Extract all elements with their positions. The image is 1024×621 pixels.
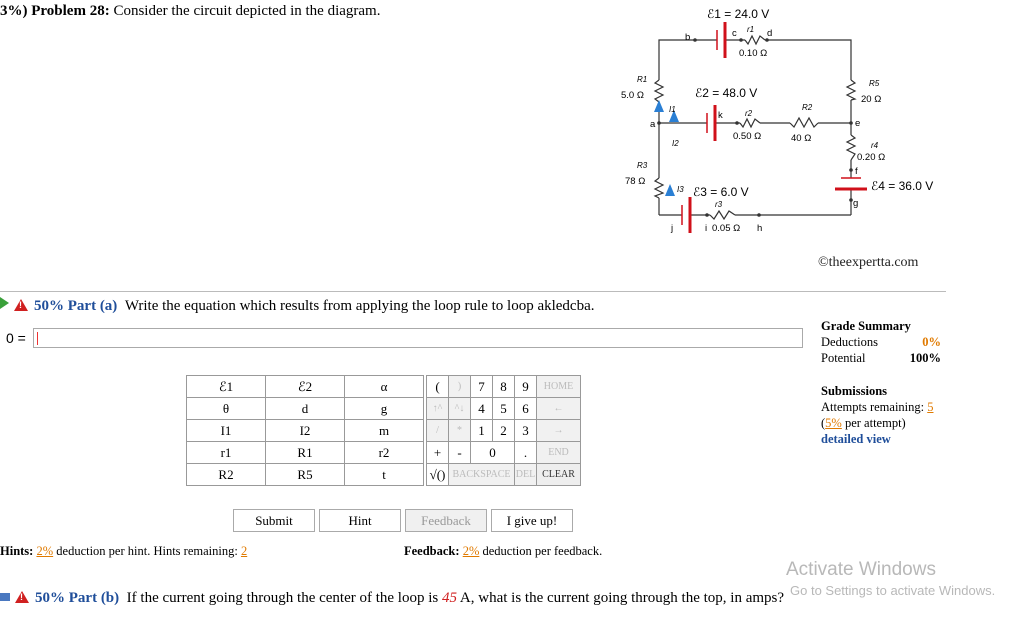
key-sqrt[interactable]: √()	[427, 464, 449, 486]
key-4[interactable]: 4	[471, 398, 493, 420]
label-r4-symbol: r4	[871, 141, 879, 150]
key-backspace[interactable]: BACKSPACE	[449, 464, 515, 486]
play-icon[interactable]	[0, 297, 9, 309]
potential-value: 100%	[909, 351, 941, 365]
part-a-text: Write the equation which results from applying the loop rule to loop akledcba.	[124, 298, 595, 314]
key-1[interactable]: 1	[471, 420, 493, 442]
label-I1: I1	[669, 105, 676, 114]
label-g: g	[853, 198, 859, 209]
problem-title	[0, 3, 380, 20]
label-emf3: ℰ3 = 6.0 V	[693, 185, 749, 199]
hints-text: deduction per hint. Hints remaining:	[56, 544, 238, 558]
key-subscript[interactable]: ^↓	[449, 398, 471, 420]
key-9[interactable]: 9	[515, 376, 537, 398]
key-end[interactable]: END	[537, 442, 581, 464]
key-home[interactable]: HOME	[537, 376, 581, 398]
label-R5-value: 20 Ω	[861, 94, 882, 105]
submit-button[interactable]: Submit	[233, 509, 315, 532]
label-R2-symbol: R2	[802, 103, 813, 112]
problem-weight: 3%)	[0, 3, 32, 19]
key-del[interactable]: DEL	[515, 464, 537, 486]
label-i: i	[705, 223, 708, 234]
key-m[interactable]: m	[345, 420, 424, 442]
hints-remaining: 2	[240, 544, 248, 558]
key-3[interactable]: 3	[515, 420, 537, 442]
per-attempt-pct: 5%	[825, 416, 842, 430]
label-emf2: ℰ2 = 48.0 V	[695, 86, 758, 100]
part-b-text-before: If the current going through the center of the loop is	[126, 590, 439, 606]
label-R3-value: 78 Ω	[625, 176, 646, 187]
key-clear[interactable]: CLEAR	[537, 464, 581, 486]
label-r1-value: 0.10 Ω	[739, 48, 768, 59]
warning-icon	[14, 299, 28, 311]
hints-info	[0, 544, 247, 559]
label-R1-symbol: R1	[637, 75, 648, 84]
attempts-value: 5	[927, 400, 934, 414]
label-r3-symbol: r3	[715, 200, 723, 209]
warning-icon-b	[15, 591, 29, 603]
answer-label: 0 =	[6, 330, 26, 346]
key-plus[interactable]: +	[427, 442, 449, 464]
label-j: j	[671, 223, 674, 234]
key-open-paren[interactable]: (	[427, 376, 449, 398]
key-minus[interactable]: -	[449, 442, 471, 464]
submissions-panel: Submissions Attempts remaining: 5 (5% per attempt) detailed view	[821, 383, 946, 447]
label-emf1: ℰ1 = 24.0 V	[707, 7, 770, 21]
key-close-paren[interactable]: )	[449, 376, 471, 398]
activate-windows-subtext: Go to Settings to activate Windows.	[790, 583, 996, 598]
key-r1[interactable]: r1	[187, 442, 266, 464]
key-R1[interactable]: R1	[266, 442, 345, 464]
problem-label: Problem 28:	[31, 3, 110, 19]
key-0[interactable]: 0	[471, 442, 515, 464]
per-attempt-text: per attempt)	[841, 416, 906, 430]
part-a-header	[0, 297, 595, 315]
key-multiply[interactable]: *	[449, 420, 471, 442]
key-divide[interactable]: /	[427, 420, 449, 442]
potential-label: Potential	[821, 351, 866, 365]
label-R2-value: 40 Ω	[791, 133, 812, 144]
key-t[interactable]: t	[345, 464, 424, 486]
key-g[interactable]: g	[345, 398, 424, 420]
submissions-title: Submissions	[821, 384, 888, 398]
copyright: ©theexpertta.com	[818, 255, 919, 270]
key-5[interactable]: 5	[493, 398, 515, 420]
key-I2[interactable]: I2	[266, 420, 345, 442]
label-d: d	[767, 28, 773, 39]
label-r4-value: 0.20 Ω	[857, 152, 886, 163]
key-d[interactable]: d	[266, 398, 345, 420]
key-emf2[interactable]: ℰ2	[266, 376, 345, 398]
key-left-arrow[interactable]: ←	[537, 398, 581, 420]
label-r3-value: 0.05 Ω	[712, 223, 741, 234]
key-6[interactable]: 6	[515, 398, 537, 420]
label-I2: I2	[672, 139, 679, 148]
key-right-arrow[interactable]: →	[537, 420, 581, 442]
key-emf1[interactable]: ℰ1	[187, 376, 266, 398]
label-I3: I3	[677, 185, 684, 194]
feedback-button[interactable]: Feedback	[405, 509, 487, 532]
variable-keypad	[186, 375, 424, 486]
label-k: k	[718, 110, 723, 121]
label-emf4: ℰ4 = 36.0 V	[871, 179, 934, 193]
hints-label: Hints:	[0, 544, 34, 558]
feedback-text: deduction per feedback.	[482, 544, 603, 558]
key-superscript[interactable]: ↑^	[427, 398, 449, 420]
attempts-label: Attempts remaining:	[821, 400, 925, 414]
circuit-diagram	[615, 0, 945, 245]
feedback-pct: 2%	[462, 544, 480, 558]
hints-pct: 2%	[36, 544, 54, 558]
part-b-text-after: A, what is the current going through the top, in amps?	[459, 590, 785, 606]
numeric-keypad	[426, 375, 581, 486]
key-8[interactable]: 8	[493, 376, 515, 398]
answer-input[interactable]	[33, 328, 803, 348]
grade-summary-title: Grade Summary	[821, 319, 911, 333]
hint-button[interactable]: Hint	[319, 509, 401, 532]
part-b-value: 45	[441, 590, 457, 606]
deductions-value: 0%	[922, 335, 941, 349]
grade-summary	[821, 318, 941, 366]
feedback-info	[404, 544, 602, 559]
give-up-button[interactable]: I give up!	[491, 509, 573, 532]
text-caret	[37, 332, 38, 345]
label-c: c	[732, 28, 737, 39]
key-7[interactable]: 7	[471, 376, 493, 398]
feedback-label: Feedback:	[404, 544, 460, 558]
key-R5[interactable]: R5	[266, 464, 345, 486]
key-R2[interactable]: R2	[187, 464, 266, 486]
label-e: e	[855, 118, 861, 129]
key-r2[interactable]: r2	[345, 442, 424, 464]
activate-windows-watermark: Activate Windows	[786, 559, 936, 580]
problem-text: Consider the circuit depicted in the diagram.	[113, 3, 381, 19]
label-R5-symbol: R5	[869, 79, 880, 88]
part-a-percent: 50% Part (a)	[34, 298, 118, 314]
label-a: a	[650, 119, 656, 130]
deductions-label: Deductions	[821, 335, 878, 349]
key-theta[interactable]: θ	[187, 398, 266, 420]
label-R1-value: 5.0 Ω	[621, 90, 644, 101]
label-f: f	[855, 166, 858, 177]
key-decimal[interactable]: .	[515, 442, 537, 464]
label-h: h	[757, 223, 763, 234]
label-r1-symbol: r1	[747, 25, 755, 34]
key-I1[interactable]: I1	[187, 420, 266, 442]
part-b-header[interactable]	[0, 590, 784, 607]
label-R3-symbol: R3	[637, 161, 648, 170]
key-alpha[interactable]: α	[345, 376, 424, 398]
label-b: b	[685, 32, 691, 43]
label-r2-symbol: r2	[745, 109, 753, 118]
key-2[interactable]: 2	[493, 420, 515, 442]
detailed-view-link[interactable]: detailed view	[821, 432, 891, 446]
divider	[0, 291, 946, 292]
part-b-percent: 50% Part (b)	[35, 590, 120, 606]
collapse-icon[interactable]	[0, 593, 10, 601]
label-r2-value: 0.50 Ω	[733, 131, 762, 142]
